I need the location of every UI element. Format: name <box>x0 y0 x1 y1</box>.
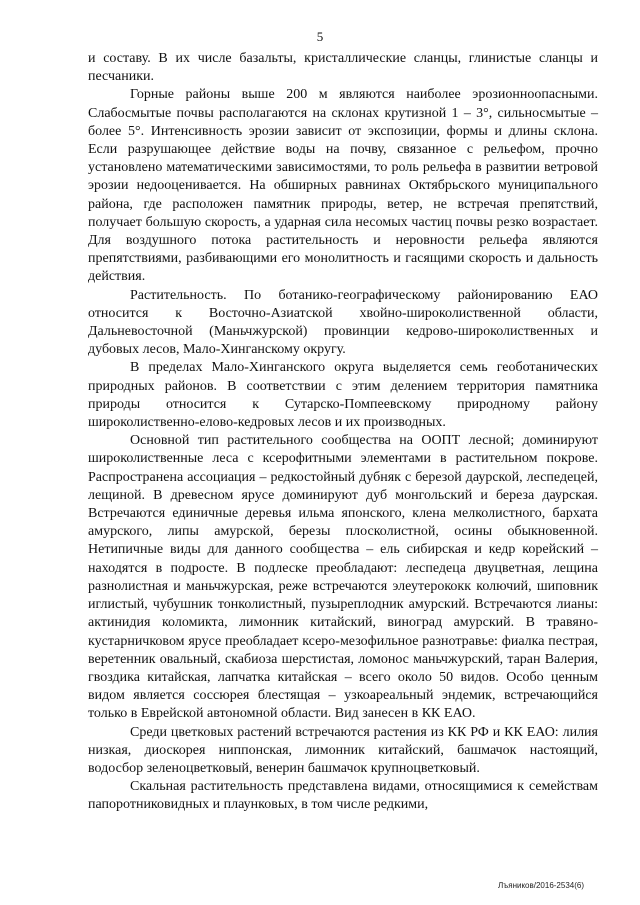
paragraph-2: Горные районы выше 200 м являются наиболее эрозионноопасными. Слабосмытые почвы располагаются на склонах крутизной 1 – 3°, сильносмытые – более 5°. Интенсивность эрозии зависит от экспозиции, формы и длины склона. Если разрушающее действие воды на почву, связанное с рельефом, прочно установлено математическими зависимостями, то роль рельефа в развитии ветровой эрозии недооценивается. На обширных равнинах Октябрьского муниципального района, где расположен памятник природы, ветер, не встречая препятствий, получает большую скорость, а ударная сила несомых частиц почвы резко возрастает. Для воздушного потока растительность и неровности рельефа являются препятствиями, разбивающими его монолитность и гасящими скорость и дальность действия. <box>88 87 598 285</box>
page-number: 5 <box>316 29 324 44</box>
paragraph-3: Растительность. По ботанико-географическому районированию ЕАО относится к Восточно-Азиатской хвойно-широколиственной области, Дальневосточной (Маньчжурской) провинции кедрово-широколиственных и дубовых лесов, Мало-Хинганскому округу. <box>88 287 598 358</box>
paragraph-1: и составу. В их числе базальты, кристаллические сланцы, глинистые сланцы и песчаники. <box>88 51 598 85</box>
paragraph-5: Основной тип растительного сообщества на ООПТ лесной; доминируют широколиственные леса с ксерофитными элементами в растительном покрове. Распространена ассоциация – редкостойный дубняк с березой даурской, леспедецей, лещиной. В древесном ярусе доминируют дуб монгольский и береза даурская. Встречаются единичные деревья ильма японского, клена мелколистного, бархата амурского, липы амурской, березы плосколистной, осины обыкновенной. Нетипичные виды для данного сообщества – ель сибирская и кедр корейский – находятся в подросте. В подлеске преобладают: леспедеца двуцветная, лещина разнолистная и маньчжурская, реже встречаются элеутерококк колючий, шиповник иглистый, чубушник тонколистный, пузыреплодник амурский. Встречаются лианы: актинидия коломикта, лимонник китайский, виноград амурский. В травяно-кустарничковом ярусе преобладает ксеро-мезофильное разнотравье: фиалка пестрая, веретенник овальный, скабиоза шерстистая, ломонос маньчжурский, таран Валерия, гвоздика китайская, лапчатка китайская – всего около 50 видов. Особо ценным видом является соссюрея блестящая – узкоареальный эндемик, встречающийся только в Еврейской автономной области. Вид занесен в КК ЕАО. <box>88 433 598 722</box>
paragraph-7: Скальная растительность представлена видами, относящимися к семействам папоротниковидных и плаунковых, в том числе редкими, <box>88 779 598 813</box>
paragraph-6: Среди цветковых растений встречаются растения из КК РФ и КК ЕАО: лилия низкая, диоскорея ниппонская, лимонник китайский, башмачок настоящий, водосбор зеленоцветковый, венерин башмачок крупноцветковый. <box>88 724 598 776</box>
document-stamp: Лъяников/2016-2534(6) <box>497 881 584 890</box>
paragraph-4: В пределах Мало-Хинганского округа выделяется семь геоботанических природных районов. В соответствии с этим делением территория памятника природы относится к Сутарско-Помпеевскому природному району широколиственно-елово-кедровых лесов и их производных. <box>88 360 598 431</box>
document-body <box>88 50 598 815</box>
